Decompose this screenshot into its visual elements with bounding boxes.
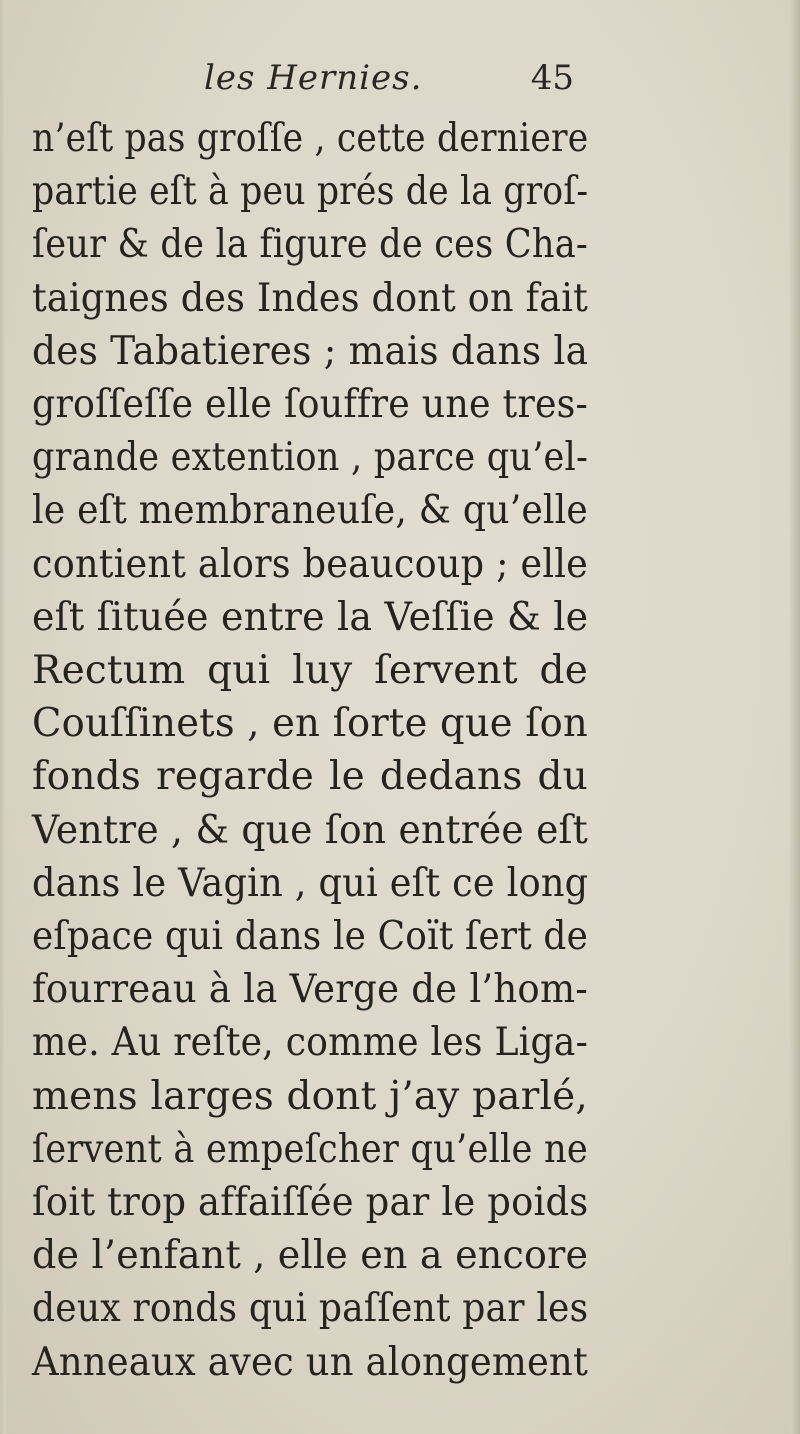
text-line: eſt ſituée entre la Veſſie & le	[32, 594, 589, 640]
page-number: 45	[530, 58, 574, 98]
running-head-title: les Hernies.	[204, 58, 423, 98]
text-line: ſoit trop affaiſſée par le poids	[32, 1180, 589, 1226]
text-line: fonds regarde le dedans du	[32, 754, 588, 800]
running-head	[34, 58, 574, 108]
body-text	[32, 112, 588, 1389]
text-line: taignes des Indes dont on fait	[32, 275, 588, 321]
page-left-edge	[0, 0, 6, 1434]
text-line: ſeur & de la figure de ces Cha-	[32, 222, 588, 268]
text-line: me. Au reſte, comme les Liga-	[32, 1020, 588, 1066]
text-line: ſervent à empeſcher qu’elle ne	[32, 1126, 588, 1172]
text-line: dans le Vagin , qui eſt ce long	[32, 860, 589, 906]
text-line: Rectum qui luy ſervent de	[32, 648, 588, 694]
text-line: des Tabatieres ; mais dans la	[32, 328, 589, 374]
text-line: grande extention , parce qu’el-	[32, 435, 588, 481]
text-line: groſſeſſe elle ſouffre une tres-	[32, 382, 588, 428]
text-line: Anneaux avec un alongement	[32, 1339, 588, 1385]
text-line: partie eſt à peu prés de la groſ-	[32, 169, 589, 215]
text-line: de l’enfant , elle en a encore	[32, 1233, 589, 1279]
text-line: Ventre , & que ſon entrée eſt	[32, 807, 588, 853]
text-line: le eſt membraneuſe, & qu’elle	[32, 488, 588, 534]
text-line: eſpace qui dans le Coït ſert de	[32, 914, 589, 960]
text-line: n’eſt pas groſſe , cette derniere	[32, 116, 589, 161]
text-line: deux ronds qui paſſent par les	[32, 1286, 589, 1332]
text-line: Couſſinets , en ſorte que ſon	[32, 701, 588, 747]
page-right-edge	[790, 0, 800, 1434]
text-line: fourreau à la Verge de l’hom-	[32, 967, 588, 1013]
text-line: mens larges dont j’ay parlé,	[32, 1073, 588, 1119]
text-line: contient alors beaucoup ; elle	[32, 541, 588, 587]
